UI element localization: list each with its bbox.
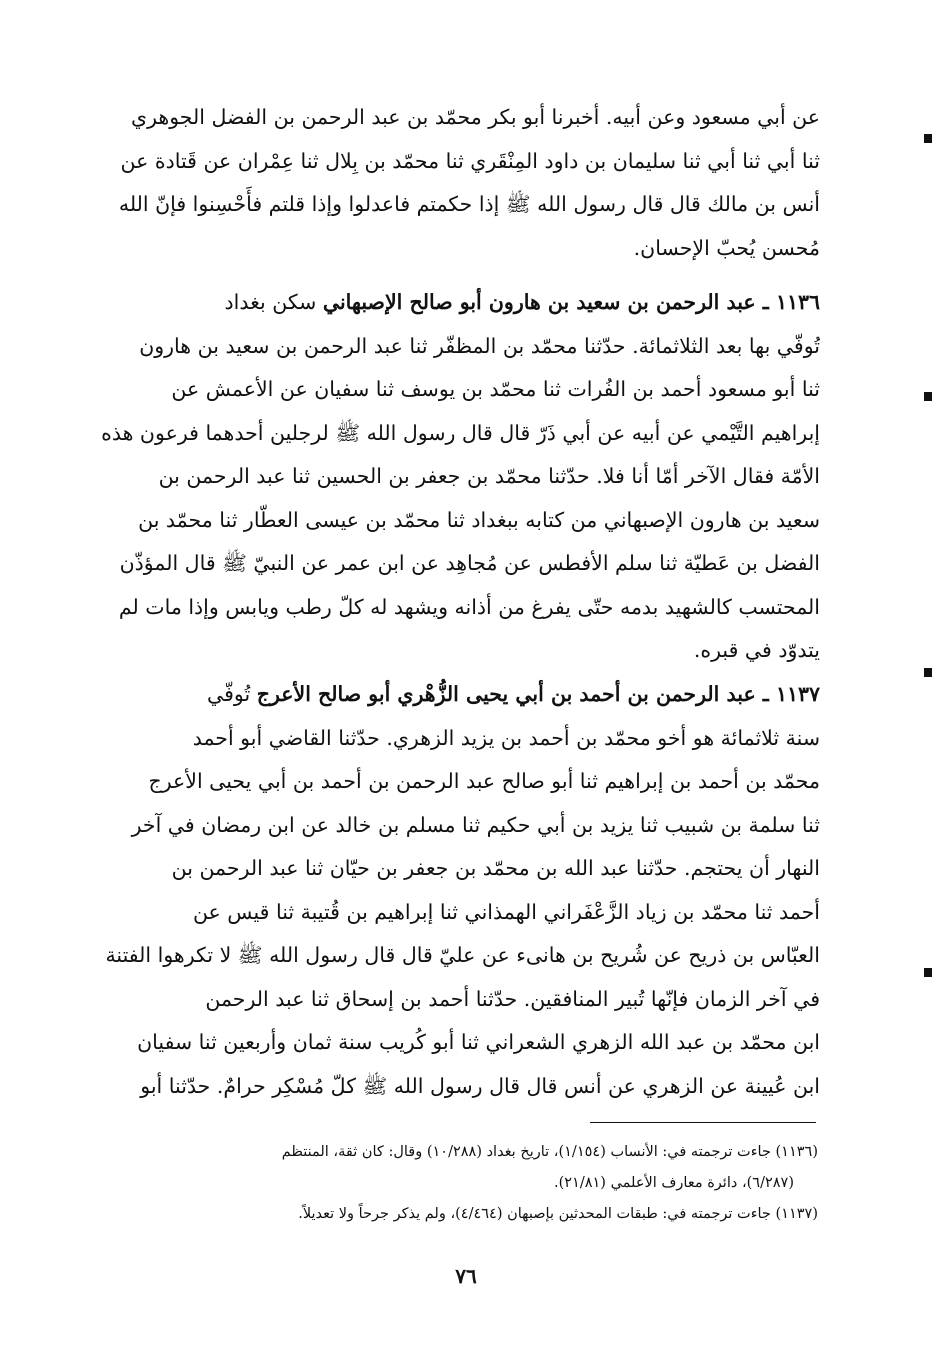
- footnote-1137: (١١٣٧) جاءت ترجمته في: طبقات المحدثين بإصبهان (٤/٤٦٤)، ولم يذكر جرحاً ولا تعديلاً.: [298, 1206, 818, 1222]
- text-line: المحتسب كالشهيد بدمه حتّى يفرغ من أذانه ويشهد له كلّ رطب ويابس وإذا مات لم: [118, 594, 820, 619]
- footnote-divider: [590, 1122, 816, 1123]
- text-line: أحمد ثنا محمّد بن زياد الزَّعْفَراني الهمذاني ثنا إبراهيم بن قُتيبة ثنا قيس عن: [192, 899, 820, 924]
- text-line: سعيد بن هارون الإصبهاني من كتابه ببغداد ثنا محمّد بن عيسى العطّار ثنا محمّد بن: [138, 507, 820, 532]
- entry-heading: ١١٣٦ ـ عبد الرحمن بن سعيد بن هارون أبو صالح الإصبهاني: [322, 290, 820, 314]
- text-line: أنس بن مالك قال قال رسول الله ﷺ إذا حكمتم فاعدلوا وإذا قلتم فأَحْسِنوا فإنّ الله: [118, 192, 820, 216]
- text-line: الأمّة فقال الآخر أمّا أنا فلا. حدّثنا محمّد بن جعفر بن الحسين ثنا عبد الرحمن بن: [158, 464, 820, 488]
- text-line: العبّاس بن ذريح عن شُريح بن هانىء عن عليّ قال قال رسول الله ﷺ لا تكرهوا الفتنة: [105, 943, 820, 967]
- text-line: ثنا سلمة بن شبيب ثنا يزيد بن أبي حكيم ثنا مسلم بن خالد عن ابن رمضان في آخر: [131, 812, 820, 837]
- margin-mark: [924, 968, 932, 977]
- entry-heading: ١١٣٧ ـ عبد الرحمن بن أحمد بن أبي يحيى الزُّهْري أبو صالح الأعرج: [256, 682, 820, 706]
- text-line: يتدوّد في قبره.: [693, 638, 820, 662]
- margin-mark: [924, 392, 932, 401]
- entry-heading-rest: سكن بغداد: [224, 290, 317, 314]
- text-line: مُحسن يُحبّ الإحسان.: [633, 235, 820, 260]
- margin-mark: [924, 668, 932, 677]
- text-line: سنة ثلاثمائة هو أخو محمّد بن أحمد بن يزيد الزهري. حدّثنا القاضي أبو أحمد: [192, 725, 820, 750]
- text-line: ثنا أبي ثنا أبي ثنا سليمان بن داود المِنْقَري ثنا محمّد بن بِلال ثنا عِمْران عن قَتادة عن: [120, 148, 820, 173]
- text-line: ابن عُيينة عن الزهري عن أنس قال قال رسول الله ﷺ كلّ مُسْكِر حرامٌ. حدّثنا أبو: [140, 1073, 820, 1098]
- text-line: في آخر الزمان فإنّها تُبير المنافقين. حدّثنا أحمد بن إسحاق ثنا عبد الرحمن: [205, 986, 820, 1011]
- entry-heading-line: [70, 281, 820, 325]
- text-line: إبراهيم التَّيْمي عن أبيه عن أبي ذَرّ قال قال رسول الله ﷺ لرجلين أحدهما فرعون هذه: [101, 420, 820, 445]
- biography-entry-1137: [70, 673, 820, 1108]
- text-line: عن أبي مسعود وعن أبيه. أخبرنا أبو بكر محمّد بن عبد الرحمن بن الفضل الجوهري: [131, 105, 820, 129]
- footnote-1136-continuation: (٦/٢٨٧)، دائرة معارف الأعلمي (٢١/٨١).: [553, 1175, 794, 1191]
- entry-heading-rest: تُوفّي: [207, 682, 251, 706]
- text-line: ثنا أبو مسعود أحمد بن الفُرات ثنا محمّد بن يوسف ثنا سفيان عن الأعمش عن: [171, 377, 820, 401]
- biography-entry-1136: [70, 281, 820, 673]
- page-number: ٧٦: [455, 1264, 477, 1288]
- opening-paragraph: [70, 96, 820, 270]
- footnote-1136: (١١٣٦) جاءت ترجمته في: الأنساب (١/١٥٤)، تاريخ بغداد (١٠/٢٨٨) وقال: كان ثقة، المنتظم: [281, 1144, 818, 1160]
- entry-heading-line: [70, 673, 820, 717]
- footnotes: [70, 1137, 818, 1230]
- text-line: الفضل بن عَطيّة ثنا سلم الأفطس عن مُجاهِد عن ابن عمر عن النبيّ ﷺ قال المؤذّن: [119, 551, 820, 575]
- text-line: النهار أن يحتجم. حدّثنا عبد الله بن محمّد بن جعفر بن حيّان ثنا عبد الرحمن بن: [171, 856, 820, 880]
- text-line: محمّد بن أحمد بن إبراهيم ثنا أبو صالح عبد الرحمن بن أحمد بن أبي يحيى الأعرج: [148, 769, 820, 793]
- text-line: تُوفّي بها بعد الثلاثمائة. حدّثنا محمّد بن المظفّر ثنا عبد الرحمن بن سعيد بن هارون: [139, 333, 820, 358]
- margin-mark: [924, 134, 932, 143]
- text-line: ابن محمّد بن عبد الله الزهري الشعراني ثنا أبو كُريب سنة ثمان وأربعين ثنا سفيان: [137, 1030, 820, 1054]
